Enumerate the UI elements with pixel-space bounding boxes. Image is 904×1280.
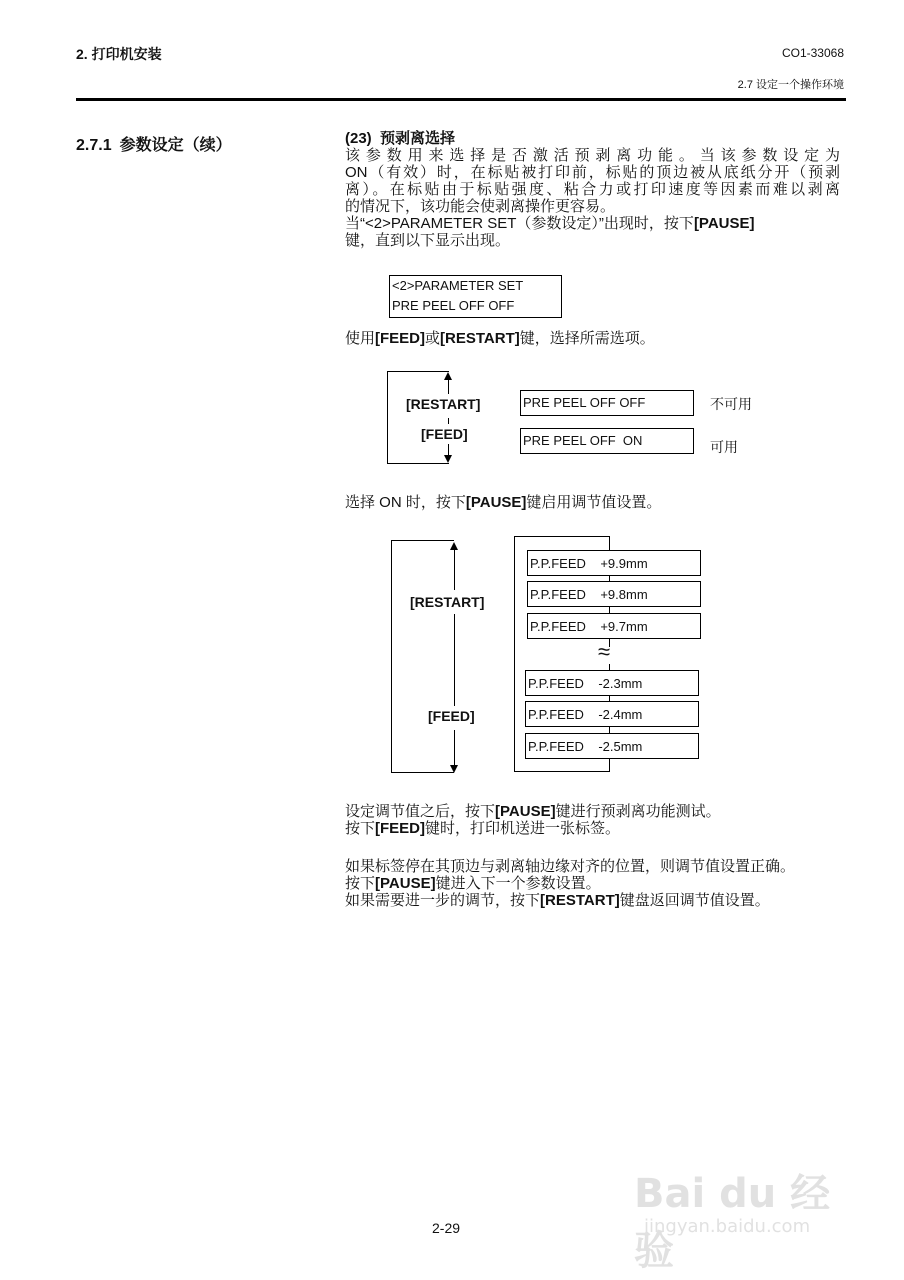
after-line-1-b: 键进行预剥离功能测试。 [555, 803, 721, 820]
on-text-a: 选择 ON 时，按下 [345, 494, 466, 511]
after-line-2-b: 键时，打印机送进一张标签。 [425, 820, 621, 837]
pp-feed-value-1: P.P.FEED +9.9mm [527, 550, 701, 576]
after-line-4 [345, 875, 850, 892]
after-line-1-a: 设定调节值之后，按下 [345, 803, 496, 820]
watermark-url: jingyan.baidu.com [644, 1216, 811, 1237]
intro-line-5-text: 当“<2>PARAMETER SET（参数设定）”出现时，按下 [345, 215, 694, 232]
bracket-left [387, 371, 388, 464]
option-on-display: PRE PEEL OFF ON [520, 428, 694, 454]
select-text-a: 使用 [345, 330, 376, 347]
pp-feed-value-6: P.P.FEED -2.5mm [525, 733, 699, 759]
after-line-4-a: 按下 [345, 875, 376, 892]
list-bracket-left [514, 536, 515, 772]
list-bracket-bottom [514, 771, 610, 772]
option-off-display: PRE PEEL OFF OFF [520, 390, 694, 416]
feed-key-2: [FEED] [375, 820, 426, 837]
select-text-or: 或 [425, 330, 441, 347]
restart-key-2: [RESTART] [540, 892, 620, 909]
note-enabled: 可用 [710, 439, 738, 455]
intro-line-2: ON（有效）时，在标贴被打印前，标贴的顶边被从底纸分开（预剥 [345, 164, 840, 181]
pause-key-2: [PAUSE] [465, 494, 527, 511]
intro-line-3: 离）。在标贴由于标贴强度、粘合力或打印速度等因素而难以剥离 [345, 181, 840, 198]
lcd-line-2: PRE PEEL OFF OFF [392, 298, 515, 313]
after-line-1 [345, 803, 840, 820]
list-bracket-top [514, 536, 610, 537]
intro-line-4: 的情况下，该功能会使剥离操作更容易。 [345, 198, 616, 215]
header-divider [76, 98, 846, 101]
after-paragraph-1 [345, 803, 840, 837]
after-line-5 [345, 892, 850, 909]
after-line-2-a: 按下 [345, 820, 376, 837]
approx-icon: ≈ [598, 639, 611, 664]
subsection-heading [345, 130, 840, 147]
arrow-down-icon [444, 455, 452, 463]
bracket-bottom [387, 463, 449, 464]
arrow-line-up [448, 380, 449, 394]
section-reference: 2.7 设定一个操作环境 [737, 79, 844, 91]
after-line-5-b: 键盘返回调节值设置。 [619, 892, 770, 909]
after-line-2 [345, 820, 840, 837]
pp-feed-value-3: P.P.FEED +9.7mm [527, 613, 701, 639]
bracket-top [387, 371, 449, 372]
intro-line-6: 键，直到以下显示出现。 [345, 232, 511, 249]
lcd-display [389, 275, 562, 318]
restart-key: [RESTART] [440, 330, 520, 347]
feed-label-2: [FEED] [428, 708, 475, 724]
pause-key-3: [PAUSE] [495, 803, 556, 820]
pp-feed-value-4: P.P.FEED -2.3mm [525, 670, 699, 696]
chapter-title: 2. 打印机安装 [76, 46, 162, 62]
intro-line-1: 该 参 数 用 来 选 择 是 否 激 活 预 剥 离 功 能 。 当 该 参 数 设 定 为 [345, 147, 840, 164]
feed-label: [FEED] [421, 426, 468, 442]
document-code: CO1-33068 [781, 46, 844, 60]
arrow2-line-mid [454, 614, 455, 706]
pp-feed-value-2: P.P.FEED +9.8mm [527, 581, 701, 607]
lcd-line-1: <2>PARAMETER SET [392, 278, 524, 293]
select-text-b: 键，选择所需选项。 [519, 330, 655, 347]
select-instruction [345, 330, 840, 347]
note-disabled: 不可用 [710, 396, 752, 412]
arrow2-line-bottom [454, 730, 455, 766]
after-paragraph-2 [345, 858, 850, 909]
arrow2-up-icon [450, 542, 458, 550]
list-bracket-tick-top [609, 536, 610, 550]
intro-line-5 [345, 215, 840, 232]
intro-paragraph [345, 130, 840, 249]
subsection-number: (23) [345, 130, 372, 147]
arrow2-down-icon [450, 765, 458, 773]
arrow2-line-top [454, 550, 455, 590]
page-number: 2-29 [432, 1220, 461, 1236]
pause-key: [PAUSE] [693, 215, 755, 232]
list-bracket-tick-bottom [609, 758, 610, 772]
bracket2-left [391, 540, 392, 773]
bracket2-bottom [391, 772, 454, 773]
watermark-brand: Bai du 经验 [634, 1171, 831, 1274]
restart-label-2: [RESTART] [410, 594, 485, 610]
section-title: 参数设定（续） [119, 137, 232, 154]
on-text-b: 键启用调节值设置。 [526, 494, 662, 511]
arrow-up-icon [444, 372, 452, 380]
restart-label: [RESTART] [406, 396, 481, 412]
bracket2-top [391, 540, 454, 541]
baidu-watermark [604, 1150, 864, 1274]
after-line-3: 如果标签停在其顶边与剥离轴边缘对齐的位置，则调节值设置正确。 [345, 858, 796, 875]
pp-feed-value-5: P.P.FEED -2.4mm [525, 701, 699, 727]
section-heading [76, 132, 232, 155]
on-instruction [345, 494, 840, 511]
arrow-line-mid [448, 418, 449, 424]
after-line-5-a: 如果需要进一步的调节，按下 [345, 892, 541, 909]
subsection-title: 预剥离选择 [380, 130, 456, 147]
feed-key: [FEED] [375, 330, 426, 347]
after-line-4-b: 键进入下一个参数设置。 [435, 875, 601, 892]
section-number: 2.7.1 [76, 137, 112, 154]
pause-key-4: [PAUSE] [375, 875, 436, 892]
